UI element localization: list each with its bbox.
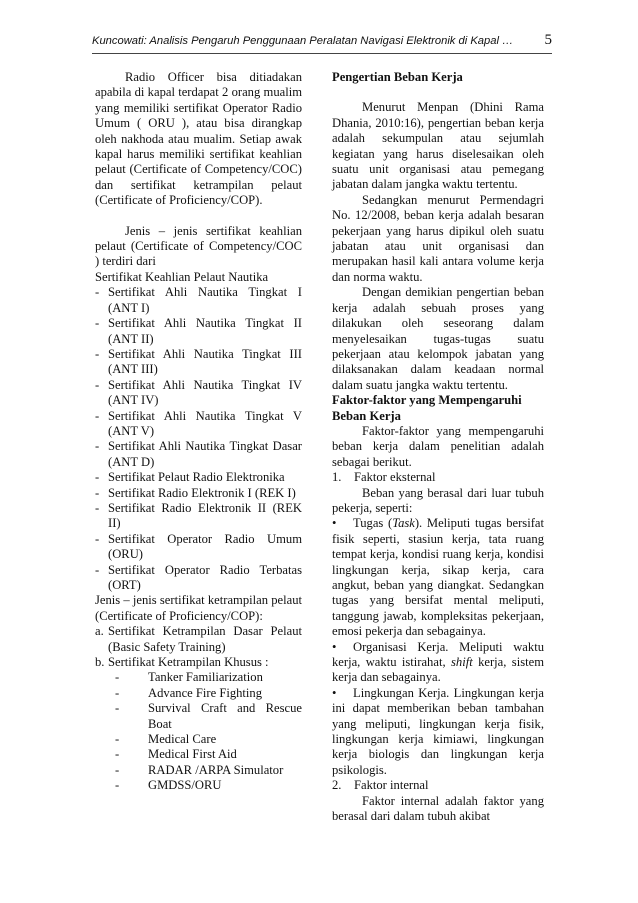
list-marker: - xyxy=(95,562,100,577)
running-header xyxy=(92,32,552,48)
list-item xyxy=(95,316,302,347)
list-text: Sertifikat Operator Radio Terbatas (ORT) xyxy=(108,562,302,592)
paragraph-menpan: Menurut Menpan (Dhini Rama Dhania, 2010:16), pengertian beban kerja adalah sekumpulan atau sejumlah kegiatan yang harus diselesaikan oleh suatu unit organisasi atau pemegang jabatan dalam jangka waktu tertentu. xyxy=(332,100,544,192)
numbered-item-eksternal xyxy=(332,470,544,485)
paragraph-coc-types: Jenis – jenis sertifikat keahlian pelaut (Certificate of Competency/COC ) terdiri dari xyxy=(95,223,302,269)
paragraph-radio-officer: Radio Officer bisa ditiadakan apabila di kapal terdapat 2 orang mualim yang memiliki sertifikat Operator Radio Umum ( ORU ), atau bisa dirangkap oleh nakhoda atau mualim. Setiap awak kapal harus memiliki sertifikat keahlian pelaut (Certificate of Competency/COC) dan sertifikat ketrampilan pelaut (Certificate of Proficiency/COP). xyxy=(95,70,302,208)
numbered-item-internal xyxy=(332,778,544,793)
cop-item-a xyxy=(95,624,302,655)
bullet-glyph: • xyxy=(332,685,337,700)
list-marker: - xyxy=(95,316,100,331)
list-item xyxy=(95,470,302,485)
list-text: Survival Craft and Rescue Boat xyxy=(148,701,302,731)
list-text: Medical First Aid xyxy=(148,747,237,762)
bullet-text: kerja, sistem kerja dan sebagainya. xyxy=(332,655,544,685)
list-text: Sertifikat Ketrampilan Khusus : xyxy=(108,655,269,670)
list-text: Sertifikat Radio Elektronik II (REK II) xyxy=(108,500,302,531)
list-marker: - xyxy=(95,439,100,454)
bullet-glyph: • xyxy=(332,516,337,531)
paragraph-faktor-intro: Faktor-faktor yang mempengaruhi beban kerja dalam penelitian adalah sebagai berikut. xyxy=(332,423,544,469)
list-marker: - xyxy=(115,685,120,700)
bullet-text: Organisasi Kerja. Meliputi waktu kerja, waktu istirahat, xyxy=(332,639,544,670)
running-title: Kuncowati: Analisis Pengaruh Penggunaan Peralatan Navigasi Elektronik di Kapal … xyxy=(92,35,514,47)
list-marker: - xyxy=(95,485,100,500)
list-marker: a. xyxy=(95,624,104,639)
coc-list xyxy=(95,285,302,593)
list-item xyxy=(115,747,302,762)
list-item xyxy=(95,347,302,378)
page-number: 5 xyxy=(544,32,552,48)
bullet-lingkungan xyxy=(332,686,544,778)
paragraph-eksternal: Beban yang berasal dari luar tubuh pekerja, seperti: xyxy=(332,485,544,515)
list-marker: - xyxy=(115,701,120,716)
list-item xyxy=(95,532,302,563)
list-item xyxy=(95,501,302,532)
list-text: Faktor eksternal xyxy=(354,470,436,485)
section-heading-faktor: Faktor-faktor yang Mempengaruhi Beban Kerja xyxy=(332,393,522,423)
list-item xyxy=(115,670,302,685)
bullet-text: ). Meliputi tugas bersifat fisik seperti, stasiun kerja, tata ruang tempat kerja, kondisi ruang kerja, kondisi lingkungan kerja, sikap kerja, cara angkut, beban yang diangkat. Sedangkan tugas yang bersifat mental meliputi, tanggung jawab, kompleksitas pekerjaan, emosi pekerja dan sebagainya. xyxy=(332,516,544,639)
bullet-emphasis: Task xyxy=(392,516,415,531)
list-marker: - xyxy=(95,377,100,392)
list-text: GMDSS/ORU xyxy=(148,778,222,793)
list-item xyxy=(115,732,302,747)
list-text: Sertifikat Operator Radio Umum (ORU) xyxy=(108,531,302,562)
list-marker: b. xyxy=(95,655,105,670)
list-marker: - xyxy=(95,470,100,485)
list-text: Sertifikat Ahli Nautika Tingkat III (ANT III) xyxy=(108,346,302,377)
bullet-organisasi xyxy=(332,640,544,686)
section-heading-beban-kerja: Pengertian Beban Kerja xyxy=(332,70,463,84)
list-item xyxy=(95,378,302,409)
header-rule xyxy=(92,53,552,54)
list-marker: - xyxy=(115,747,120,762)
list-marker: - xyxy=(115,762,120,777)
list-text: RADAR /ARPA Simulator xyxy=(148,762,284,777)
list-item xyxy=(115,701,302,732)
list-text: Sertifikat Pelaut Radio Elektronika xyxy=(108,470,285,485)
list-marker: 2. xyxy=(332,778,342,793)
list-marker: - xyxy=(95,408,100,423)
list-text: Advance Fire Fighting xyxy=(148,685,263,700)
list-item xyxy=(95,563,302,594)
cop-b-list xyxy=(95,670,302,793)
list-marker: - xyxy=(115,670,120,685)
list-item xyxy=(95,439,302,470)
list-item xyxy=(95,409,302,440)
list-item xyxy=(115,778,302,793)
list-item xyxy=(95,486,302,501)
list-marker: - xyxy=(115,778,120,793)
paragraph-cop-types: Jenis – jenis sertifikat ketrampilan pelaut (Certificate of Proficiency/COP): xyxy=(95,593,302,623)
list-text: Sertifikat Ketrampilan Dasar Pelaut (Basic Safety Training) xyxy=(108,624,302,654)
list-marker: - xyxy=(95,346,100,361)
bullet-text: Tugas ( xyxy=(353,516,393,531)
bullet-tugas xyxy=(332,516,544,639)
list-text: Tanker Familiarization xyxy=(148,670,263,685)
list-marker: 1. xyxy=(332,470,342,485)
right-column xyxy=(332,70,544,825)
left-column xyxy=(95,70,302,794)
list-item xyxy=(95,285,302,316)
paragraph-permendagri: Sedangkan menurut Permendagri No. 12/2008, beban kerja adalah besaran pekerjaan yang harus dipikul oleh suatu jabatan atau unit organisasi dan merupakan hasil kali antara volume kerja dan norma waktu. xyxy=(332,192,544,284)
list-text: Sertifikat Ahli Nautika Tingkat Dasar (ANT D) xyxy=(108,439,302,469)
list-text: Sertifikat Ahli Nautika Tingkat II (ANT II) xyxy=(108,316,302,346)
list-text: Faktor internal xyxy=(354,778,429,793)
paragraph-definition: Dengan demikian pengertian beban kerja adalah sebuah proses yang dilakukan oleh seseorang dalam menyelesaikan tugas-tugas suatu pekerjaan atau kelompok jabatan yang dilaksanakan dalam keadaan normal dalam suatu jangka waktu tertentu. xyxy=(332,285,544,392)
list-item xyxy=(115,686,302,701)
list-marker: - xyxy=(95,285,100,300)
bullet-glyph: • xyxy=(332,639,337,654)
list-text: Medical Care xyxy=(148,732,217,747)
bullet-emphasis: shift xyxy=(451,655,473,670)
list-marker: - xyxy=(115,732,120,747)
list-item xyxy=(115,763,302,778)
list-marker: - xyxy=(95,500,100,515)
bullet-text: Lingkungan Kerja. Lingkungan kerja ini dapat memberikan beban tambahan yang meliputi, lingkungan kerja fisik, lingkungan kerja kimiawi, lingkungan kerja biologis dan lingkungan kerja psikologis. xyxy=(332,685,544,777)
list-text: Sertifikat Radio Elektronik I (REK I) xyxy=(108,485,296,500)
list-text: Sertifikat Ahli Nautika Tingkat V (ANT V) xyxy=(108,408,302,438)
list-text: Sertifikat Ahli Nautika Tingkat I (ANT I) xyxy=(108,285,302,315)
paragraph-nautika: Sertifikat Keahlian Pelaut Nautika xyxy=(95,269,269,284)
paragraph-internal: Faktor internal adalah faktor yang berasal dari dalam tubuh akibat xyxy=(332,793,544,824)
list-text: Sertifikat Ahli Nautika Tingkat IV (ANT IV) xyxy=(108,377,302,408)
list-marker: - xyxy=(95,531,100,546)
cop-item-b xyxy=(95,655,302,670)
